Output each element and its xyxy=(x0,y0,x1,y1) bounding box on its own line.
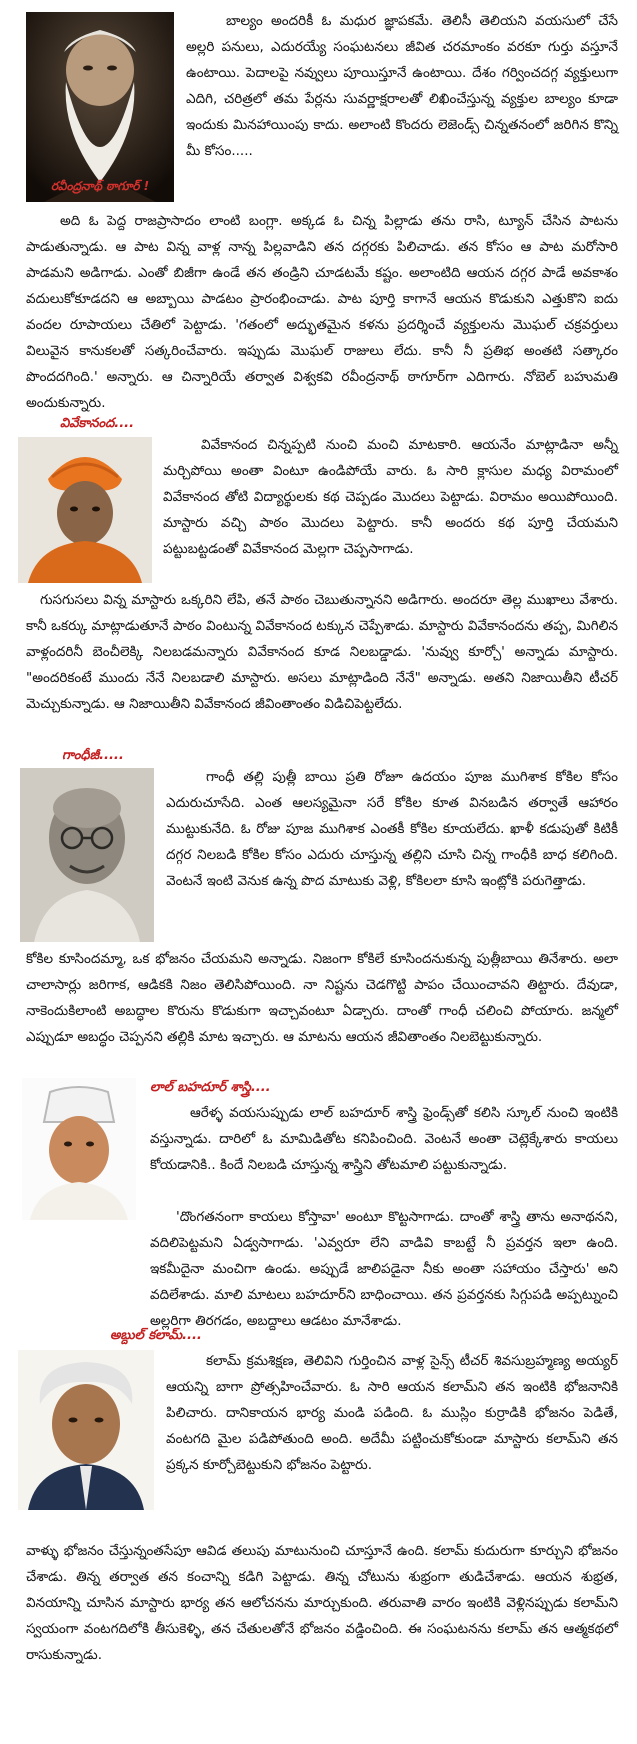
gandhi-photo xyxy=(20,768,154,942)
gandhi-paragraph-beside: గాంధీ తల్లి పుత్లీ బాయి ప్రతి రోజూ ఉదయం పూజ ముగిశాక కోకిల కోసం ఎదురుచూసేది. ఎంత ఆలస్యమైనా సరే కోకిల కూత వినబడిన తర్వాతే ఆహారం ముట్టుకునేది. ఓ రోజు పూజ ముగిశాక ఎంతకీ కోకిల కూయలేదు. ఖాళీ కడుపుతో కిటికీ దగ్గర నిలబడి కోకిల కోసం ఎదురు చూస్తున్న తల్లిని చూసి చిన్న గాంధీకి బాధ కలిగింది. వెంటనే ఇంటి వెనుక ఉన్న పొద మాటుకు వెళ్లి, కోకిలలా కూసి ఇంట్లోకి పరుగెత్తాడు. xyxy=(166,769,618,889)
kalam-paragraph-below: వాళ్ళు భోజనం చేస్తున్నంతసేపూ ఆవిడ తలుపు మాటునుంచి చూస్తూనే ఉంది. కలామ్ కుదురుగా కూర్చుని భోజనం చేశాడు. తిన్న తర్వాత తన కంచాన్ని కడిగి పెట్టాడు. తిన్న చోటును శుభ్రంగా తుడిచేశాడు. ఆయన శుభ్రత, వినయాన్ని చూసిన మాస్టారు భార్య తన ఆలోచనను మార్చుకుంది. తరువాతి వారం ఇంటికి వెళ్లినప్పుడు కలామ్‌ని స్వయంగా వంటగదిలోకి తీసుకెళ్ళి, తన చేతులతోనే భోజనం వడ్డించింది. ఈ సంఘటనను కలామ్ తన ఆత్మకథలో రాసుకున్నాడు. xyxy=(26,1543,618,1663)
kalam-photo xyxy=(18,1350,154,1510)
shastri-heading: లాల్ బహదూర్ శాస్త్రి.... xyxy=(150,1080,271,1095)
gandhi-heading: గాంధీజీ..... xyxy=(62,748,124,763)
gandhi-paragraph-below: కోకిల కూసిందమ్మా, ఒక భోజనం చేయమని అన్నాడు. నిజంగా కోకిలే కూసిందనుకున్న పుత్లీబాయి తినేశారు. అలా చాలాసార్లు జరిగాక, ఆడికకి నిజం తెలిసిపోయింది. నా నిష్టను చెడగొట్టి పాపం చేయించావని తిట్టారు. దేవుడా, నాకెందుకిలాంటి అబద్ధాల కొరును కొడుకుగా ఇచ్చావంటూ ఏడ్చారు. దాంతో గాంధీ చలించి పోయారు. జన్మలో ఎప్పుడూ అబద్ధం చెప్పనని తల్లికి మాట ఇచ్చారు. ఆ మాటను ఆయన జీవితాంతం నిలబెట్టుకున్నారు. xyxy=(26,951,618,1045)
vivekananda-photo xyxy=(18,437,152,583)
tagore-paragraph: అది ఓ పెద్ద రాజప్రాసాదం లాంటి బంగ్లా. అక్కడ ఓ చిన్న పిల్లాడు తను రాసి, ట్యూన్ చేసిన పాటను పాడుతున్నాడు. ఆ పాట విన్న వాళ్ల నాన్న పిల్లవాడిని తన దగ్గరకు పిలిచాడు. తన కోసం ఆ పాట మరోసారి పాడమని అడిగాడు. ఎంతో బిజీగా ఉండే తన తండ్రిని చూడటమే కష్టం. అలాంటిది ఆయన దగ్గర పాడే అవకాశం వదులుకోకూడదని ఆ అబ్బాయి పాడటం ప్రారంభించాడు. పాట పూర్తి కాగానే ఆయన కొడుకుని ఎత్తుకొని ఐదు వందల రూపాయలు చేతిలో పెట్టాడు. 'గతంలో అద్భుతమైన కళను ప్రదర్శించే వ్యక్తులను మొఘల్ చక్రవర్తులు విలువైన కానుకలతో సత్కరించేవారు. ఇప్పుడు మొఘల్ రాజులు లేదు. కానీ నీ ప్రతిభ అంతటి సత్కారం పొందదగింది.' అన్నారు. ఆ చిన్నారియే తర్వాత విశ్వకవి రవీంద్రనాథ్ ఠాగూర్‌గా ఎదిగారు. నోబెల్ బహుమతి అందుకున్నారు. xyxy=(26,213,618,411)
kalam-paragraph-beside: కలామ్ క్రమశిక్షణ, తెలివిని గుర్తించిన వాళ్ల సైన్స్ టీచర్ శివసుబ్రహ్మణ్య అయ్యర్ ఆయన్ని బాగా ప్రోత్సహించేవారు. ఓ సారి ఆయన కలామ్‌ని తన ఇంటికి భోజనానికి పిలిచారు. దానికాయన భార్య మండి పడింది. ఓ ముస్లిం కుర్రాడికి భోజనం పెడితే, వంటగది మైల పడిపోతుంది అంది. అదేమీ పట్టించుకోకుండా మాస్టారు కలామ్‌ని తన ప్రక్కన కూర్చోబెట్టుకుని భోజనం పెట్టారు. xyxy=(166,1353,618,1473)
shastri-paragraph-below: 'దొంగతనంగా కాయలు కోస్తావా' అంటూ కొట్టసాగాడు. దాంతో శాస్త్రి తాను అనాథనని, వదిలిపెట్టమని ఏడ్వసాగాడు. 'ఎవ్వరూ లేని వాడివి కాబట్టే నీ ప్రవర్తన ఇలా ఉంది. ఇకమీదైనా మంచిగా ఉండు. అప్పుడే జాలిపడైనా నీకు అంతా సహాయం చేస్తారు' అని వదిలేశాడు. మాలి మాటలు బహదూర్‌ని బాధించాయి. తన ప్రవర్తనకు సిగ్గుపడి అప్పట్నుంచి అల్లరిగా తిరగడం, అబద్దాలు ఆడటం మానేశాడు. xyxy=(150,1209,618,1329)
kalam-heading: అబ్దుల్ కలామ్.... xyxy=(110,1328,202,1343)
kalam-portrait-image xyxy=(18,1350,154,1510)
vivekananda-heading: వివేకానంద.... xyxy=(60,416,135,431)
shastri-paragraph-beside: ఆరేళ్ళ వయసుప్పుడు లాల్ బహదూర్ శాస్త్రి ఫ్రెండ్స్‌తో కలిసి స్కూల్ నుంచి ఇంటికి వస్తున్నాడు. దారిలో ఓ మామిడితోట కనిపించింది. వెంటనే అంతా చెట్లెక్కేశారు కాయలు కోయడానికి.. కిందే నిలబడి చూస్తున్న శాస్త్రిని తోటమాలి పట్టుకున్నాడు. xyxy=(150,1105,618,1173)
vivekananda-portrait-image xyxy=(18,437,152,583)
vivekananda-paragraph-beside: వివేకానంద చిన్నప్పటి నుంచి మంచి మాటకారి. ఆయనేం మాట్లాడినా అన్నీ మర్చిపోయి అంతా వింటూ ఉండిపోయే వారు. ఓ సారి క్లాసుల మధ్య విరామంలో వివేకానంద తోటి విద్యార్థులకు కథ చెప్పడం మొదలు పెట్టాడు. విరామం అయిపోయింది. మాస్టారు వచ్చి పాఠం మొదలు పెట్టారు. కానీ అందరు కథ పూర్తి చేయమని పట్టుబట్టడంతో వివేకానంద మెల్లగా చెప్పసాగాడు. xyxy=(163,437,618,557)
shastri-photo xyxy=(22,1078,136,1220)
intro-paragraph: బాల్యం అందరికీ ఓ మధుర జ్ఞాపకమే. తెలిసీ తెలియని వయసులో చేసే అల్లరి పనులు, ఎదురయ్యే సంఘటనలు జీవిత చరమాంకం వరకూ గుర్తు వస్తూనే ఉంటాయి. పెదాలపై నవ్వులు పూయిస్తూనే ఉంటాయి. దేశం గర్వించదగ్గ వ్యక్తులుగా ఎదిగి, చరిత్రలో తమ పేర్లను సువర్ణాక్షరాలతో లిఖించేస్తున్న వ్యక్తుల బాల్యం కూడా ఇందుకు మినహాయింపు కాదు. అలాంటి కొందరు లెజెండ్స్ చిన్నతనంలో జరిగిన కొన్ని మీ కోసం..... xyxy=(186,13,618,159)
gandhi-portrait-image xyxy=(20,768,154,942)
tagore-photo-caption: రవీంద్రనాథ్ ఠాగూర్ ! xyxy=(50,179,150,193)
shastri-portrait-image xyxy=(22,1078,136,1220)
tagore-portrait-image xyxy=(26,12,174,202)
vivekananda-paragraph-below: గుసగుసలు విన్న మాస్టారు ఒక్కరిని లేపి, తనే పాఠం చెబుతున్నానని అడిగారు. అందరూ తెల్ల ముఖాలు వేశారు. కానీ ఒకర్కు మాట్లాడుతూనే పాఠం వింటున్న వివేకానంద టక్కున చెప్పేశాడు. మాస్టారు వివేకానందను తప్ప, మిగిలిన వాళ్లందరినీ బెంచీలెక్కి నిలబడమన్నారు వివేకానంద కూడ నిలబడ్డాడు. 'నువ్వు కూర్చో' అన్నాడు మాస్టారు. "అందరికంటే ముందు నేనే నిలబడాలి మాస్టారు. అసలు మాట్లాడింది నేనే" అన్నాడు. అతని నిజాయితీని టీచర్ మెచ్చుకున్నాడు. ఆ నిజాయితీని వివేకానంద జీవింతాంతం విడిచిపెట్టలేదు. xyxy=(26,592,618,712)
tagore-photo xyxy=(26,12,174,202)
